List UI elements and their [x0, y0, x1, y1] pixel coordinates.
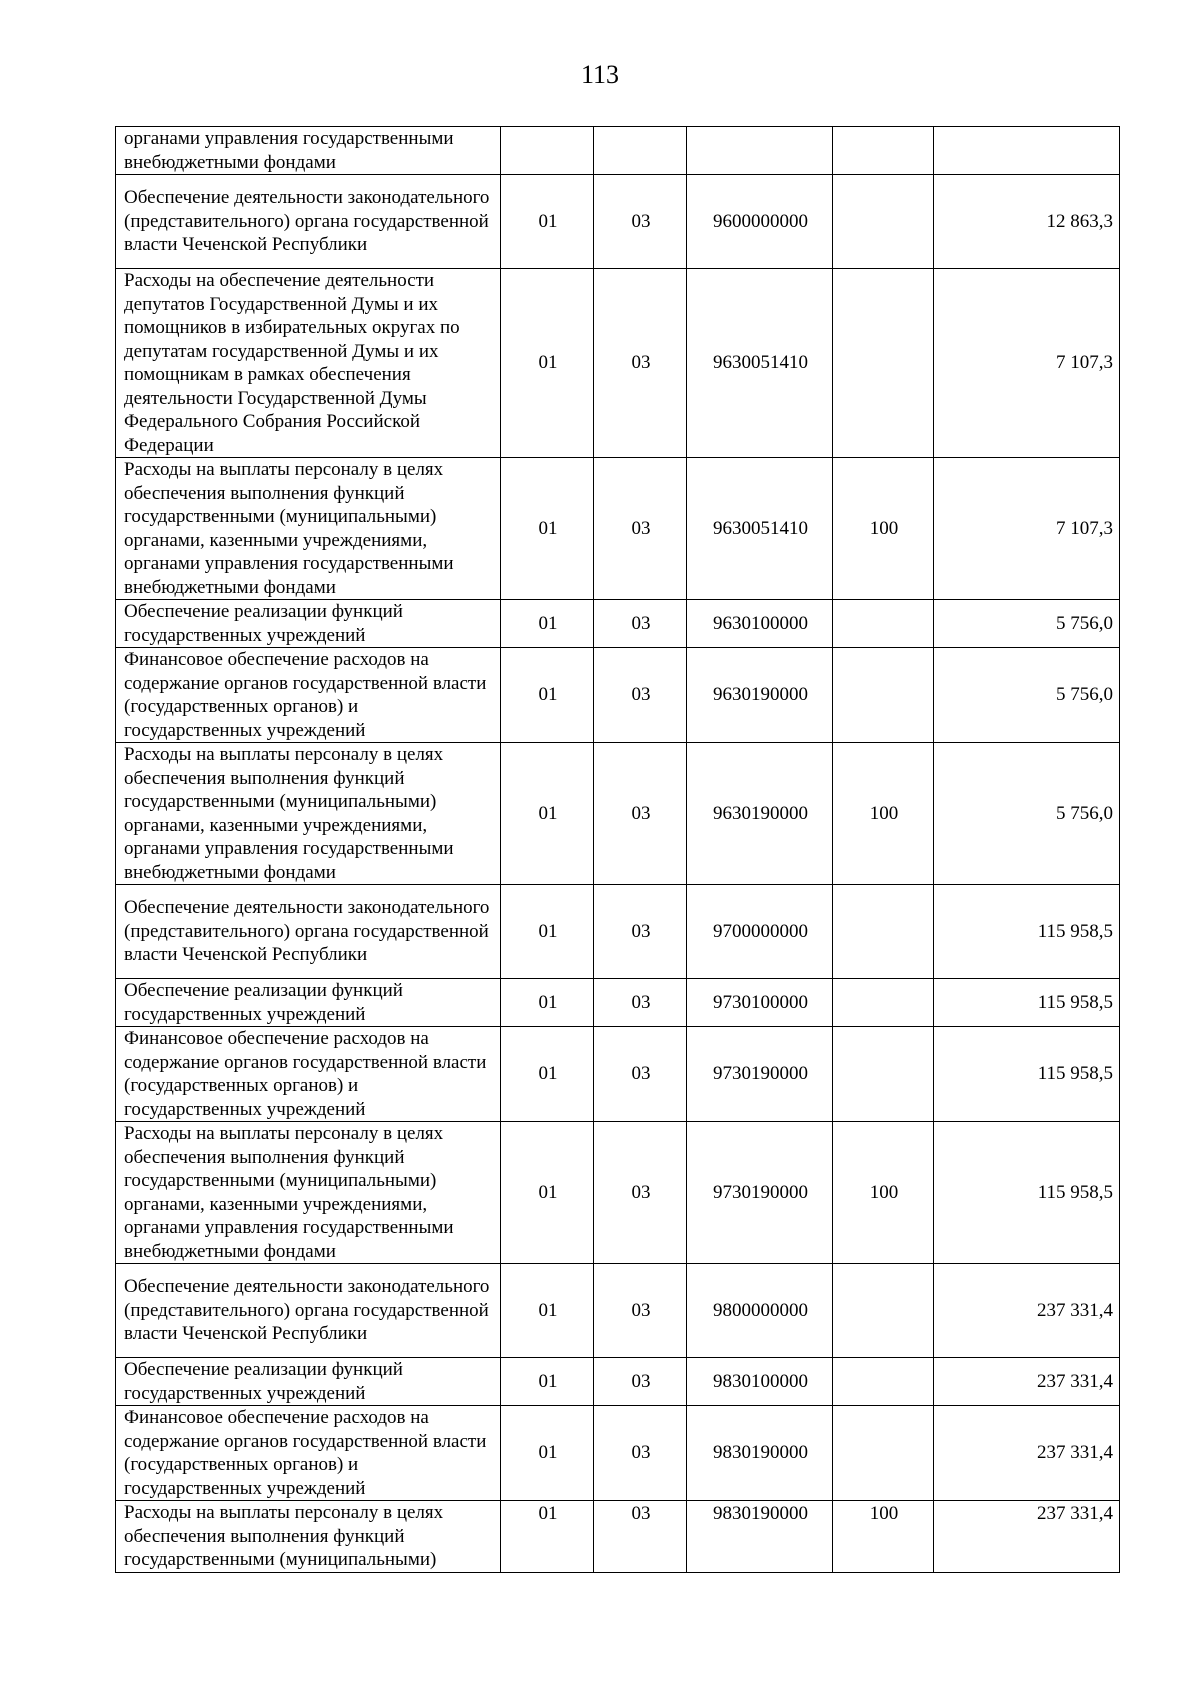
section-code-cell: 01 [501, 1406, 594, 1501]
section-code-cell: 01 [501, 1027, 594, 1122]
description-cell: Расходы на выплаты персоналу в целях обеспечения выполнения функций государственными (муниципальными) органами, казенными учреждениями, органами управления государственными внебюджетными фондами [116, 458, 501, 600]
subsection-code-cell: 03 [594, 979, 687, 1027]
target-article-cell: 9800000000 [687, 1264, 833, 1358]
amount-cell: 237 331,4 [934, 1264, 1120, 1358]
table-row [116, 600, 1120, 648]
description-cell: Расходы на выплаты персоналу в целях обеспечения выполнения функций государственными (муниципальными) органами, казенными учреждениями, органами управления государственными внебюджетными фондами [116, 1122, 501, 1264]
expense-type-cell [833, 269, 934, 458]
target-article-cell: 9600000000 [687, 175, 833, 269]
amount-cell: 7 107,3 [934, 269, 1120, 458]
subsection-code-cell: 03 [594, 1406, 687, 1501]
expense-type-cell [833, 885, 934, 979]
table-row [116, 269, 1120, 458]
expense-type-cell: 100 [833, 458, 934, 600]
description-cell: Финансовое обеспечение расходов на содержание органов государственной власти (государственных органов) и государственных учреждений [116, 1027, 501, 1122]
expense-type-cell: 100 [833, 1122, 934, 1264]
table-row [116, 1122, 1120, 1264]
description-cell: органами управления государственными внебюджетными фондами [116, 127, 501, 175]
table-row [116, 1264, 1120, 1358]
amount-cell: 5 756,0 [934, 648, 1120, 743]
target-article-cell: 9830100000 [687, 1358, 833, 1406]
description-cell: Обеспечение реализации функций государственных учреждений [116, 1358, 501, 1406]
amount-cell: 237 331,4 [934, 1501, 1120, 1573]
subsection-code-cell: 03 [594, 885, 687, 979]
target-article-cell: 9630051410 [687, 269, 833, 458]
description-cell: Обеспечение реализации функций государственных учреждений [116, 600, 501, 648]
subsection-code-cell: 03 [594, 1501, 687, 1573]
table-row [116, 743, 1120, 885]
amount-cell: 237 331,4 [934, 1358, 1120, 1406]
subsection-code-cell: 03 [594, 1264, 687, 1358]
description-cell: Обеспечение деятельности законодательного (представительного) органа государственной власти Чеченской Республики [116, 1264, 501, 1358]
expense-type-cell [833, 127, 934, 175]
table-row [116, 1358, 1120, 1406]
budget-table [115, 126, 1120, 1573]
expense-type-cell: 100 [833, 1501, 934, 1573]
description-cell: Обеспечение реализации функций государственных учреждений [116, 979, 501, 1027]
section-code-cell: 01 [501, 979, 594, 1027]
subsection-code-cell: 03 [594, 1122, 687, 1264]
amount-cell: 115 958,5 [934, 885, 1120, 979]
subsection-code-cell: 03 [594, 269, 687, 458]
table-row [116, 175, 1120, 269]
amount-cell: 12 863,3 [934, 175, 1120, 269]
amount-cell: 115 958,5 [934, 979, 1120, 1027]
expense-type-cell [833, 175, 934, 269]
description-cell: Обеспечение деятельности законодательного (представительного) органа государственной власти Чеченской Республики [116, 175, 501, 269]
section-code-cell: 01 [501, 600, 594, 648]
target-article-cell: 9730190000 [687, 1122, 833, 1264]
table-row [116, 885, 1120, 979]
section-code-cell: 01 [501, 648, 594, 743]
amount-cell: 115 958,5 [934, 1027, 1120, 1122]
table-row [116, 979, 1120, 1027]
target-article-cell: 9830190000 [687, 1501, 833, 1573]
section-code-cell [501, 127, 594, 175]
amount-cell: 7 107,3 [934, 458, 1120, 600]
target-article-cell: 9630100000 [687, 600, 833, 648]
expense-type-cell [833, 1406, 934, 1501]
amount-cell: 5 756,0 [934, 600, 1120, 648]
target-article-cell: 9730100000 [687, 979, 833, 1027]
subsection-code-cell: 03 [594, 600, 687, 648]
section-code-cell: 01 [501, 269, 594, 458]
target-article-cell: 9730190000 [687, 1027, 833, 1122]
section-code-cell: 01 [501, 1264, 594, 1358]
target-article-cell: 9700000000 [687, 885, 833, 979]
section-code-cell: 01 [501, 1501, 594, 1573]
table-row [116, 458, 1120, 600]
subsection-code-cell: 03 [594, 458, 687, 600]
subsection-code-cell: 03 [594, 648, 687, 743]
subsection-code-cell: 03 [594, 175, 687, 269]
description-cell: Расходы на обеспечение деятельности депутатов Государственной Думы и их помощников в избирательных округах по депутатам государственной Думы и их помощникам в рамках обеспечения деятельности Государственной Думы Федерального Собрания Российской Федерации [116, 269, 501, 458]
table-row [116, 1406, 1120, 1501]
section-code-cell: 01 [501, 885, 594, 979]
amount-cell: 237 331,4 [934, 1406, 1120, 1501]
description-cell: Обеспечение деятельности законодательного (представительного) органа государственной власти Чеченской Республики [116, 885, 501, 979]
target-article-cell: 9630190000 [687, 648, 833, 743]
expense-type-cell [833, 600, 934, 648]
section-code-cell: 01 [501, 743, 594, 885]
table-row [116, 127, 1120, 175]
table-body [116, 127, 1120, 1573]
description-cell: Расходы на выплаты персоналу в целях обеспечения выполнения функций государственными (муниципальными) органами, казенными учреждениями, органами управления государственными внебюджетными фондами [116, 743, 501, 885]
description-cell: Финансовое обеспечение расходов на содержание органов государственной власти (государственных органов) и государственных учреждений [116, 648, 501, 743]
section-code-cell: 01 [501, 458, 594, 600]
expense-type-cell [833, 1027, 934, 1122]
section-code-cell: 01 [501, 175, 594, 269]
amount-cell [934, 127, 1120, 175]
target-article-cell: 9830190000 [687, 1406, 833, 1501]
expense-type-cell [833, 648, 934, 743]
expense-type-cell [833, 1358, 934, 1406]
subsection-code-cell: 03 [594, 743, 687, 885]
amount-cell: 115 958,5 [934, 1122, 1120, 1264]
section-code-cell: 01 [501, 1122, 594, 1264]
target-article-cell: 9630051410 [687, 458, 833, 600]
description-cell: Расходы на выплаты персоналу в целях обеспечения выполнения функций государственными (муниципальными) [116, 1501, 501, 1573]
expense-type-cell [833, 979, 934, 1027]
page-number: 113 [580, 60, 620, 89]
expense-type-cell: 100 [833, 743, 934, 885]
subsection-code-cell: 03 [594, 1358, 687, 1406]
table-row [116, 1501, 1120, 1573]
target-article-cell: 9630190000 [687, 743, 833, 885]
description-cell: Финансовое обеспечение расходов на содержание органов государственной власти (государственных органов) и государственных учреждений [116, 1406, 501, 1501]
subsection-code-cell: 03 [594, 1027, 687, 1122]
amount-cell: 5 756,0 [934, 743, 1120, 885]
table-row [116, 1027, 1120, 1122]
table-row [116, 648, 1120, 743]
subsection-code-cell [594, 127, 687, 175]
target-article-cell [687, 127, 833, 175]
section-code-cell: 01 [501, 1358, 594, 1406]
expense-type-cell [833, 1264, 934, 1358]
